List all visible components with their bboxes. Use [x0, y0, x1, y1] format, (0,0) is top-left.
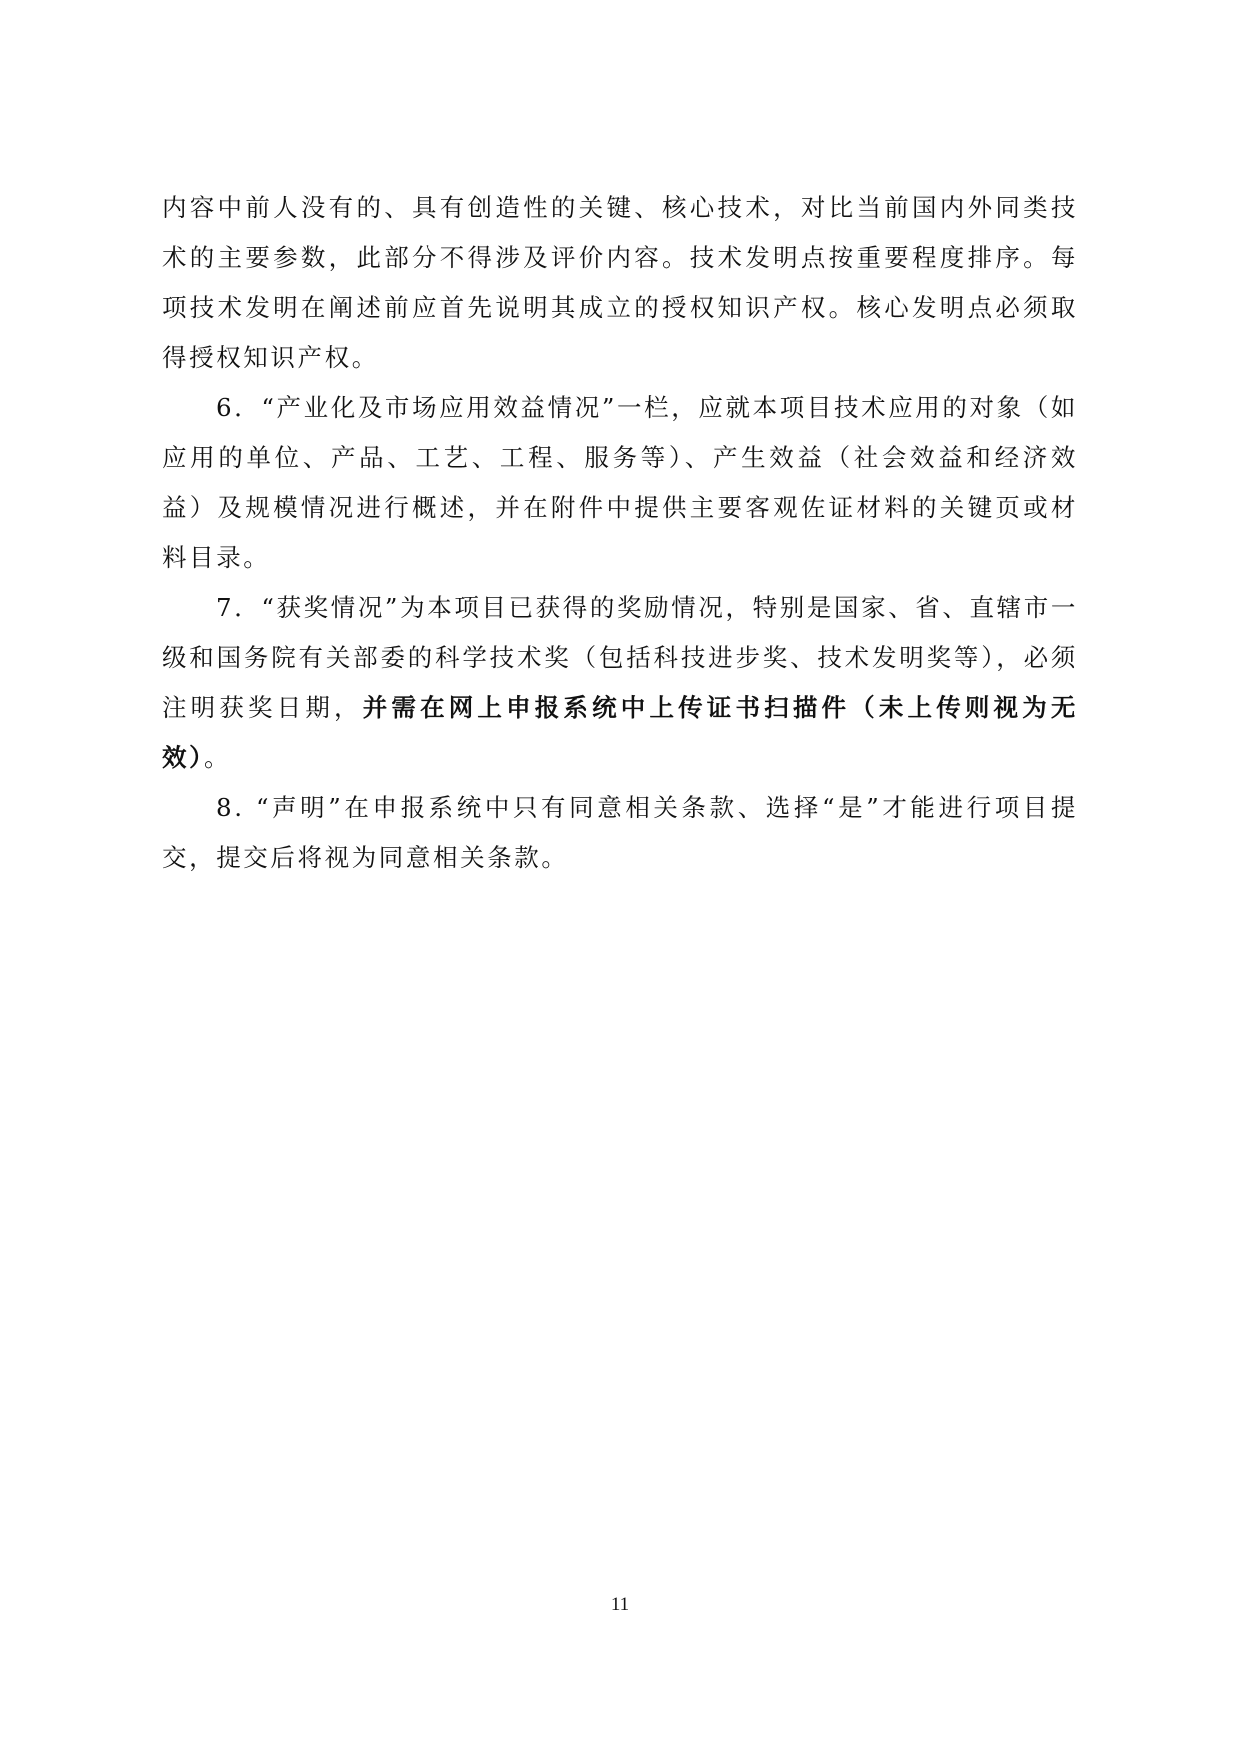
paragraph-7-bold-text: 并需在网上申报系统中上传证书扫描件（未上传则视为无效）: [162, 693, 1078, 772]
paragraph-7-end: 。: [203, 743, 232, 772]
page-number: 11: [610, 1594, 630, 1615]
instructions-body: [162, 183, 1078, 883]
paragraph-6: 6．“产业化及市场应用效益情况”一栏，应就本项目技术应用的对象（如应用的单位、产品、工艺、工程、服务等）、产生效益（社会效益和经济效益）及规模情况进行概述，并在附件中提供主要客观佐证材料的关键页或材料目录。: [162, 393, 1078, 572]
paragraph-8: 8. “声明”在申报系统中只有同意相关条款、选择“是”才能进行项目提交，提交后将视为同意相关条款。: [162, 793, 1078, 872]
paragraph-7: [162, 583, 1078, 783]
paragraph-7-text: 7．“获奖情况”为本项目已获得的奖励情况，特别是国家、省、直辖市一级和国务院有关部委的科学技术奖（包括科技进步奖、技术发明奖等），必须注明获奖日期，: [162, 593, 1078, 722]
paragraph-5-continuation: 内容中前人没有的、具有创造性的关键、核心技术，对比当前国内外同类技术的主要参数，此部分不得涉及评价内容。技术发明点按重要程度排序。每项技术发明在阐述前应首先说明其成立的授权知识产权。核心发明点必须取得授权知识产权。: [162, 193, 1078, 372]
